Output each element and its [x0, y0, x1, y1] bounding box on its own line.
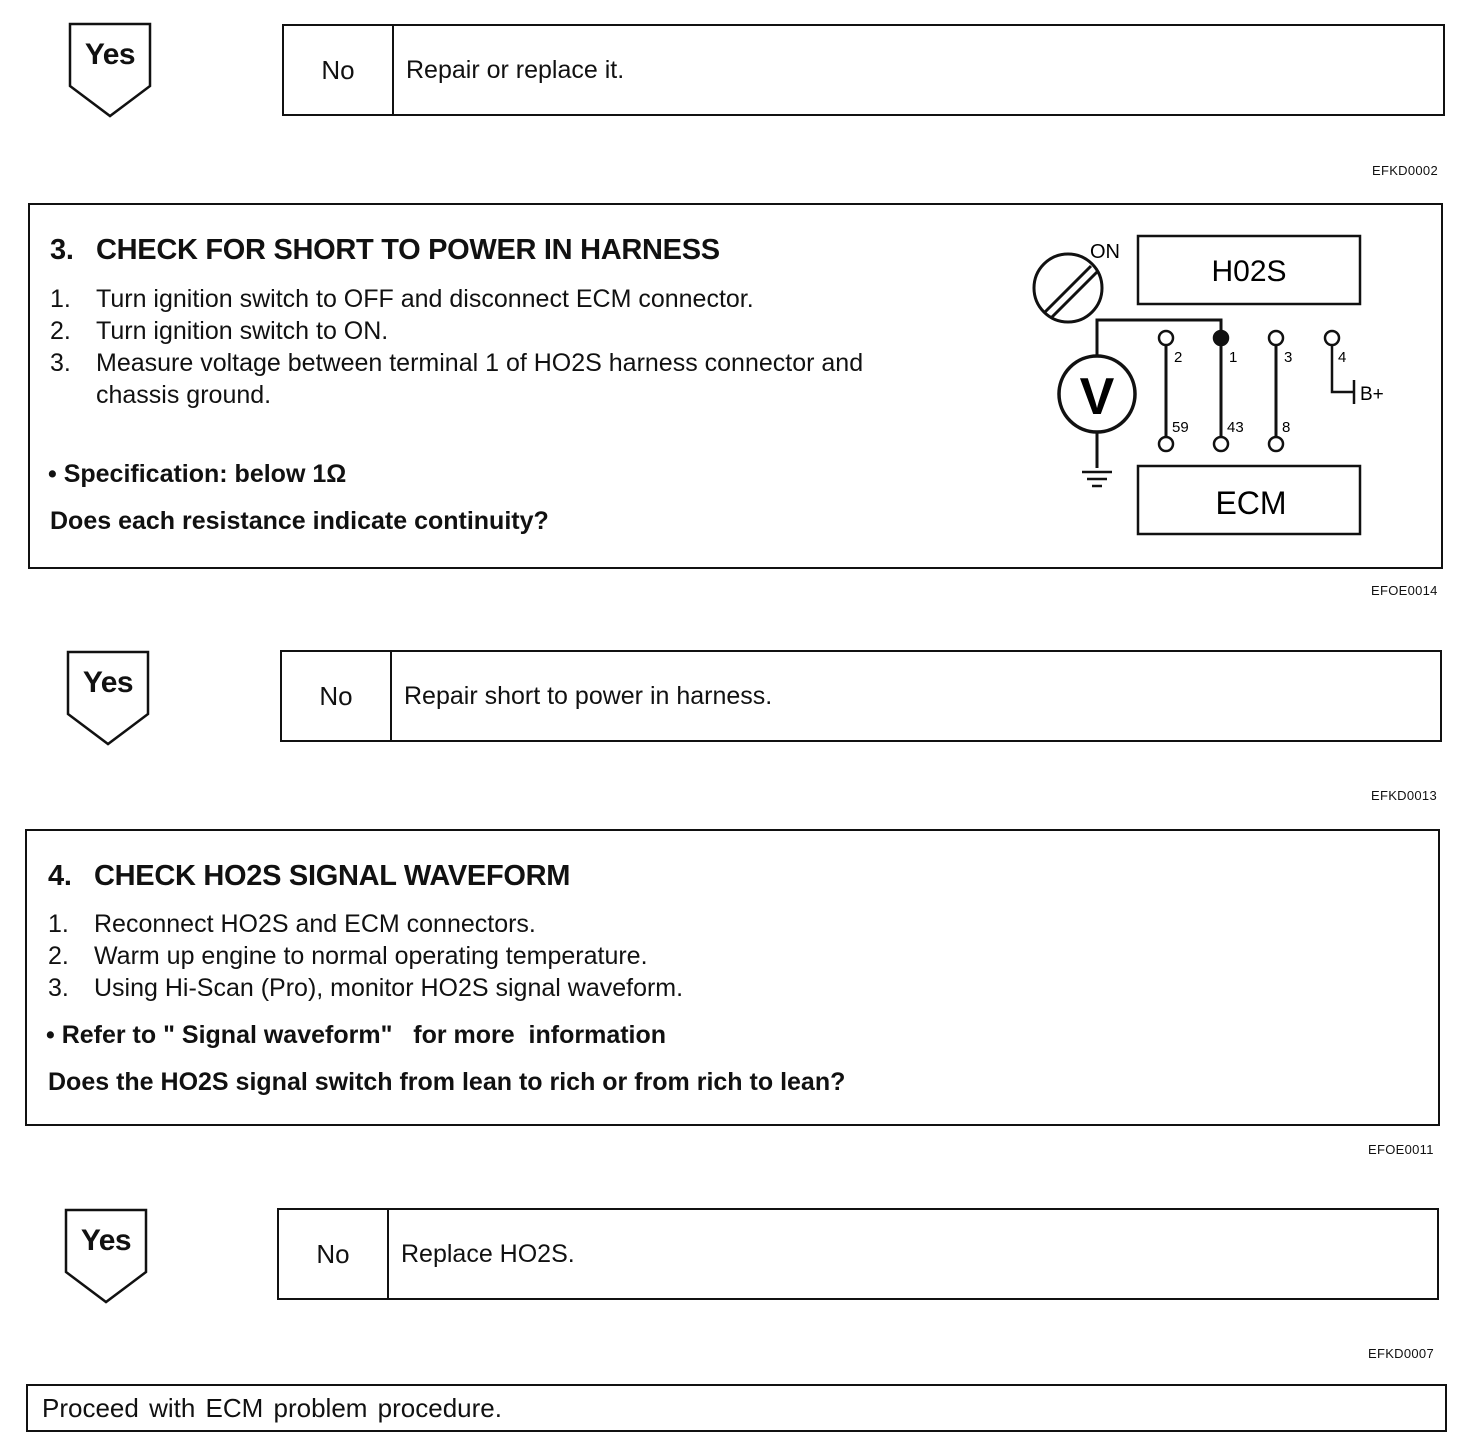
final-step-box — [26, 1384, 1447, 1432]
yes-arrow-2 — [66, 650, 150, 746]
pin-label-43: 43 — [1227, 419, 1244, 436]
step-3-title — [50, 234, 720, 267]
circuit-diagram — [1020, 226, 1420, 546]
pin-label-1: 1 — [1229, 349, 1238, 366]
step-3-specification: • Specification: below 1Ω — [48, 460, 347, 488]
yes-label: Yes — [80, 1224, 132, 1257]
ignition-switch-icon — [1034, 254, 1102, 322]
yes-label: Yes — [82, 666, 134, 699]
step-4-title — [48, 860, 570, 893]
step-3-item-3: 3. Measure voltage between terminal 1 of HO2S harness connector and — [50, 349, 864, 377]
battery-label: B+ — [1360, 384, 1384, 405]
step-4-item-2: 2. Warm up engine to normal operating temperature. — [48, 942, 648, 970]
no-label: No — [282, 652, 392, 740]
pin-label-4: 4 — [1338, 349, 1347, 366]
step-3-item-3-cont: chassis ground. — [96, 381, 272, 409]
ignition-on-label: ON — [1090, 241, 1120, 263]
figure-code: EFKD0007 — [1368, 1346, 1434, 1361]
yes-label: Yes — [84, 38, 136, 71]
no-box-1 — [282, 24, 1445, 116]
pin-label-59: 59 — [1172, 419, 1189, 436]
ground-icon — [1082, 472, 1112, 486]
step-3-number: 3. — [50, 234, 74, 266]
no-box-2 — [280, 650, 1442, 742]
no-label: No — [284, 26, 394, 114]
figure-code: EFOE0011 — [1368, 1142, 1434, 1157]
step-4-number: 4. — [48, 860, 72, 892]
step-3-item-2: 2. Turn ignition switch to ON. — [50, 317, 389, 345]
circuit-diagram-svg — [1020, 226, 1420, 546]
final-step-text: Proceed with ECM problem procedure. — [42, 1392, 502, 1423]
step-4-title-text: CHECK HO2S SIGNAL WAVEFORM — [94, 860, 571, 892]
no-box-3 — [277, 1208, 1439, 1300]
step-4-question: Does the HO2S signal switch from lean to rich or from rich to lean? — [48, 1068, 846, 1096]
step-4-item-3: 3. Using Hi-Scan (Pro), monitor HO2S signal waveform. — [48, 974, 684, 1002]
no-action-text: Repair short to power in harness. — [404, 681, 773, 710]
h02s-label: H02S — [1211, 255, 1287, 288]
ecm-label: ECM — [1215, 485, 1287, 521]
figure-code: EFOE0014 — [1371, 583, 1438, 598]
pin-label-8: 8 — [1282, 419, 1291, 436]
voltmeter-label: V — [1079, 368, 1115, 426]
yes-arrow-1 — [68, 22, 152, 118]
pin-label-3: 3 — [1284, 349, 1293, 366]
no-action-text: Repair or replace it. — [406, 55, 625, 84]
figure-code: EFKD0013 — [1371, 788, 1437, 803]
step-4-item-1: 1. Reconnect HO2S and ECM connectors. — [48, 910, 536, 938]
step-3-question: Does each resistance indicate continuity? — [50, 507, 549, 535]
no-label: No — [279, 1210, 389, 1298]
figure-code: EFKD0002 — [1372, 163, 1438, 178]
no-action-text: Replace HO2S. — [401, 1239, 575, 1268]
pin-label-2: 2 — [1174, 349, 1183, 366]
step-4-reference: • Refer to " Signal waveform" for more information — [46, 1021, 667, 1049]
step-3-title-text: CHECK FOR SHORT TO POWER IN HARNESS — [96, 234, 720, 266]
step-3-item-1: 1. Turn ignition switch to OFF and disconnect ECM connector. — [50, 285, 754, 313]
yes-arrow-3 — [64, 1208, 148, 1304]
